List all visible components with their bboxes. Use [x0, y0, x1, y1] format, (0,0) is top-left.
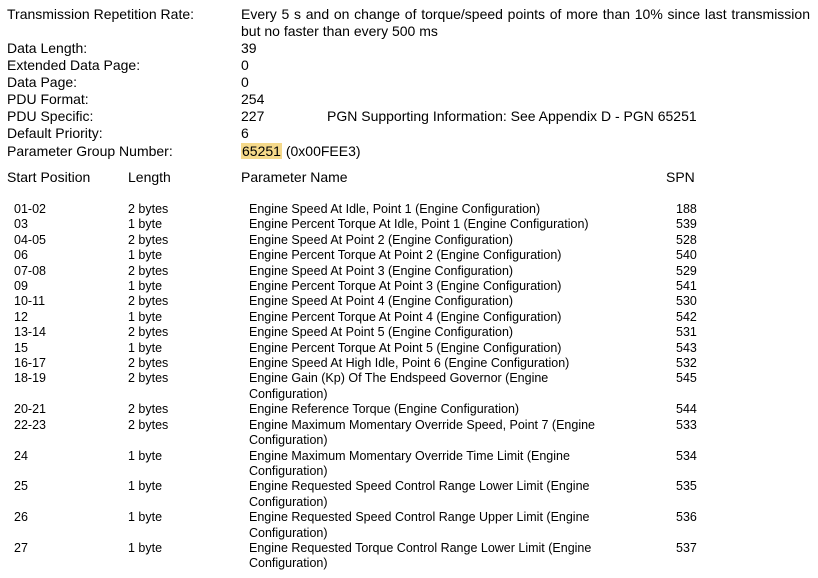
spn: 540 — [676, 248, 697, 263]
table-row — [0, 479, 818, 510]
length: 2 bytes — [128, 417, 169, 432]
length: 1 byte — [128, 510, 163, 525]
parameter-name: Engine Speed At Point 4 (Engine Configuration) — [249, 294, 514, 309]
parameter-name: Engine Percent Torque At Point 2 (Engine Configuration) — [249, 248, 562, 263]
field-value: 0 — [241, 74, 249, 90]
column-header-start-position: Start Position — [7, 169, 91, 185]
field-label: Parameter Group Number: — [7, 143, 173, 159]
table-row — [0, 294, 818, 309]
start-position: 27 — [14, 540, 28, 555]
spn: 541 — [676, 279, 697, 294]
start-position: 06 — [14, 248, 28, 263]
table-row — [0, 402, 818, 417]
length: 1 byte — [128, 279, 163, 294]
table-row — [0, 279, 818, 294]
start-position: 24 — [14, 448, 28, 463]
field-value: 6 — [241, 125, 249, 141]
spn: 545 — [676, 371, 697, 386]
start-position: 09 — [14, 279, 28, 294]
length: 2 bytes — [128, 263, 169, 278]
field-value: 227 — [241, 108, 265, 124]
parameter-name: Engine Speed At Idle, Point 1 (Engine Configuration) — [249, 202, 541, 216]
start-position: 18-19 — [14, 371, 46, 386]
length: 2 bytes — [128, 232, 169, 247]
field-value: 0 — [241, 57, 249, 73]
parameter-name: Engine Maximum Momentary Override Speed, Point 7 (Engine Configuration) — [249, 417, 595, 448]
length: 1 byte — [128, 540, 163, 555]
length: 1 byte — [128, 448, 163, 463]
length: 2 bytes — [128, 202, 169, 216]
spn: 534 — [676, 448, 697, 463]
table-row — [0, 202, 818, 217]
parameter-name: Engine Reference Torque (Engine Configuration) — [249, 402, 520, 417]
start-position: 13-14 — [14, 325, 46, 340]
column-header-length: Length — [128, 169, 171, 185]
spn: 528 — [676, 232, 697, 247]
table-row — [0, 248, 818, 263]
pgn-supporting-note: PGN Supporting Information: See Appendix D - PGN 65251 — [327, 108, 697, 124]
parameter-name: Engine Speed At High Idle, Point 6 (Engine Configuration) — [249, 356, 570, 371]
length: 1 byte — [128, 217, 163, 232]
start-position: 26 — [14, 510, 28, 525]
field-label: PDU Format: — [7, 91, 89, 107]
parameter-name: Engine Requested Torque Control Range Lower Limit (Engine Configuration) — [249, 540, 592, 571]
pgn-value-group — [241, 143, 361, 160]
parameter-name: Engine Percent Torque At Idle, Point 1 (Engine Configuration) — [249, 217, 589, 232]
spn: 535 — [676, 479, 697, 494]
length: 2 bytes — [128, 402, 169, 417]
start-position: 25 — [14, 479, 28, 494]
rate-label: Transmission Repetition Rate: — [7, 6, 195, 22]
start-position: 12 — [14, 309, 28, 324]
table-row — [0, 418, 818, 449]
table-row — [0, 341, 818, 356]
table-row — [0, 310, 818, 325]
length: 1 byte — [128, 248, 163, 263]
spn: 188 — [676, 202, 697, 216]
parameter-name: Engine Requested Speed Control Range Lower Limit (Engine Configuration) — [249, 479, 590, 509]
parameter-name: Engine Speed At Point 5 (Engine Configuration) — [249, 325, 514, 340]
spn: 529 — [676, 263, 697, 278]
table-row — [0, 264, 818, 279]
field-label: Extended Data Page: — [7, 57, 141, 73]
start-position: 22-23 — [14, 417, 46, 432]
length: 1 byte — [128, 479, 163, 494]
parameter-name: Engine Percent Torque At Point 4 (Engine Configuration) — [249, 309, 562, 324]
spn: 530 — [676, 294, 697, 309]
parameter-name: Engine Percent Torque At Point 3 (Engine Configuration) — [249, 279, 562, 294]
parameter-name: Engine Maximum Momentary Override Time Limit (Engine Configuration) — [249, 448, 570, 478]
spn: 537 — [676, 540, 697, 555]
start-position: 16-17 — [14, 356, 46, 371]
length: 2 bytes — [128, 356, 169, 371]
table-row — [0, 356, 818, 371]
start-position: 15 — [14, 340, 28, 355]
length: 1 byte — [128, 340, 163, 355]
field-value: 254 — [241, 91, 265, 107]
table-row — [0, 371, 818, 402]
spn: 532 — [676, 356, 697, 371]
parameter-name: Engine Speed At Point 3 (Engine Configuration) — [249, 263, 514, 278]
start-position: 01-02 — [14, 202, 46, 216]
field-label: Data Length: — [7, 40, 88, 56]
field-label: Data Page: — [7, 74, 78, 90]
parameter-table — [0, 202, 818, 572]
field-value: 39 — [241, 40, 257, 56]
parameter-name: Engine Speed At Point 2 (Engine Configuration) — [249, 232, 514, 247]
parameter-name: Engine Requested Speed Control Range Upper Limit (Engine Configuration) — [249, 510, 590, 540]
start-position: 07-08 — [14, 263, 46, 278]
spn: 539 — [676, 217, 697, 232]
length: 2 bytes — [128, 294, 169, 309]
table-row — [0, 510, 818, 541]
parameter-name: Engine Percent Torque At Point 5 (Engine Configuration) — [249, 340, 562, 355]
pgn-value: 65251 — [242, 143, 281, 159]
spn: 531 — [676, 325, 697, 340]
length: 1 byte — [128, 309, 163, 324]
column-header-spn: SPN — [666, 169, 695, 185]
parameter-name: Engine Gain (Kp) Of The Endspeed Governor (Engine Configuration) — [249, 371, 549, 401]
table-row — [0, 449, 818, 480]
spn: 542 — [676, 309, 697, 324]
column-header-parameter-name: Parameter Name — [241, 169, 348, 185]
length: 2 bytes — [128, 325, 169, 340]
start-position: 20-21 — [14, 402, 46, 417]
field-label: Default Priority: — [7, 125, 103, 141]
table-row — [0, 541, 818, 572]
start-position: 10-11 — [14, 294, 46, 309]
table-row — [0, 217, 818, 232]
spn: 544 — [676, 402, 697, 417]
rate-value: Every 5 s and on change of torque/speed points of more than 10% since last transmission but no faster than every 500 ms — [241, 6, 810, 39]
table-row — [0, 233, 818, 248]
length: 2 bytes — [128, 371, 169, 386]
start-position: 03 — [14, 217, 28, 232]
start-position: 04-05 — [14, 232, 46, 247]
pgn-hex: (0x00FEE3) — [285, 143, 361, 159]
spn: 543 — [676, 340, 697, 355]
table-row — [0, 325, 818, 340]
spn: 536 — [676, 510, 697, 525]
field-label: PDU Specific: — [7, 108, 94, 124]
spn: 533 — [676, 417, 697, 432]
